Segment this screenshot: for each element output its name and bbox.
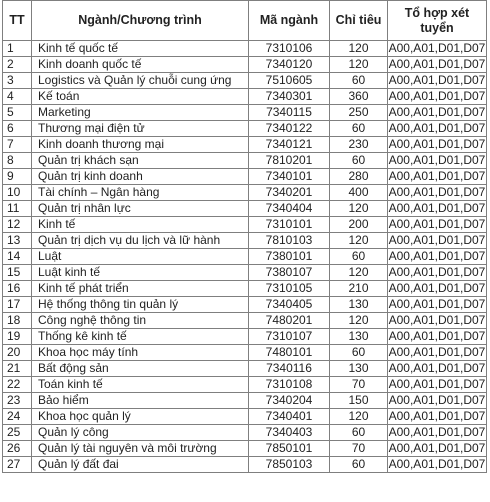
subject-combination: A00,A01,D01,D07 [388, 41, 486, 55]
table-row [3, 457, 487, 473]
table-row [3, 121, 487, 137]
row-number: 27 [3, 457, 32, 473]
program-name: Luật kinh tế [32, 265, 249, 281]
program-name: Marketing [32, 105, 249, 121]
subject-combination: A00,A01,D01,D07 [388, 297, 486, 311]
program-code: 7340120 [249, 57, 330, 73]
row-number: 11 [3, 201, 32, 217]
program-code: 7340404 [249, 201, 330, 217]
program-name: Kinh doanh thương mại [32, 137, 249, 153]
table-row [3, 89, 487, 105]
program-code: 7310101 [249, 217, 330, 233]
program-code: 7340401 [249, 409, 330, 425]
program-name: Bất động sản [32, 361, 249, 377]
program-name: Luật [32, 249, 249, 265]
table-row [3, 441, 487, 457]
table-row [3, 361, 487, 377]
quota-value: 70 [330, 377, 388, 393]
row-number: 7 [3, 137, 32, 153]
header-program: Ngành/Chương trình [32, 1, 249, 41]
subject-combination: A00,A01,D01,D07 [388, 169, 486, 183]
table-row [3, 329, 487, 345]
quota-value: 280 [330, 169, 388, 185]
subject-combination: A00,A01,D01,D07 [388, 89, 486, 103]
program-code: 7310107 [249, 329, 330, 345]
header-code: Mã ngành [249, 1, 330, 41]
quota-value: 200 [330, 217, 388, 233]
program-code: 7480201 [249, 313, 330, 329]
program-name: Toán kinh tế [32, 377, 249, 393]
program-name: Quản lý đất đai [32, 457, 249, 473]
row-number: 22 [3, 377, 32, 393]
table-row [3, 393, 487, 409]
header-quota: Chỉ tiêu [330, 1, 388, 41]
program-name: Quản trị kinh doanh [32, 169, 249, 185]
quota-value: 130 [330, 329, 388, 345]
subject-combination: A00,A01,D01,D07 [388, 217, 486, 231]
program-code: 7310106 [249, 41, 330, 57]
program-name: Quản lý tài nguyên và môi trường [32, 441, 249, 457]
table-row [3, 313, 487, 329]
program-name: Thống kê kinh tế [32, 329, 249, 345]
subject-combination: A00,A01,D01,D07 [388, 441, 486, 455]
quota-value: 120 [330, 265, 388, 281]
table-row [3, 377, 487, 393]
subject-combination: A00,A01,D01,D07 [388, 361, 486, 375]
subject-combination: A00,A01,D01,D07 [388, 57, 486, 71]
program-code: 7310108 [249, 377, 330, 393]
program-code: 7340204 [249, 393, 330, 409]
program-name: Khoa học quản lý [32, 409, 249, 425]
subject-combination: A00,A01,D01,D07 [388, 409, 486, 423]
row-number: 23 [3, 393, 32, 409]
row-number: 9 [3, 169, 32, 185]
program-code: 7340201 [249, 185, 330, 201]
subject-combination: A00,A01,D01,D07 [388, 265, 486, 279]
row-number: 18 [3, 313, 32, 329]
quota-value: 120 [330, 409, 388, 425]
program-code: 7340121 [249, 137, 330, 153]
program-name: Quản trị nhân lực [32, 201, 249, 217]
table-row [3, 105, 487, 121]
subject-combination: A00,A01,D01,D07 [388, 201, 486, 215]
program-code: 7810201 [249, 153, 330, 169]
table-body [3, 41, 487, 473]
subject-combination: A00,A01,D01,D07 [388, 281, 486, 295]
quota-value: 120 [330, 57, 388, 73]
table-row [3, 217, 487, 233]
table-row [3, 137, 487, 153]
table-row [3, 233, 487, 249]
quota-value: 120 [330, 201, 388, 217]
quota-value: 60 [330, 457, 388, 473]
table-row [3, 57, 487, 73]
row-number: 1 [3, 41, 32, 57]
program-name: Kinh tế phát triển [32, 281, 249, 297]
table-row [3, 249, 487, 265]
subject-combination: A00,A01,D01,D07 [388, 377, 486, 391]
quota-value: 120 [330, 41, 388, 57]
subject-combination: A00,A01,D01,D07 [388, 137, 486, 151]
header-row [3, 1, 487, 41]
quota-value: 150 [330, 393, 388, 409]
quota-value: 130 [330, 361, 388, 377]
row-number: 3 [3, 73, 32, 89]
program-code: 7340115 [249, 105, 330, 121]
row-number: 6 [3, 121, 32, 137]
program-code: 7380101 [249, 249, 330, 265]
subject-combination: A00,A01,D01,D07 [388, 329, 486, 343]
subject-combination: A00,A01,D01,D07 [388, 425, 486, 439]
program-code: 7340116 [249, 361, 330, 377]
program-name: Hệ thống thông tin quản lý [32, 297, 249, 313]
admissions-table [2, 0, 487, 473]
subject-combination: A00,A01,D01,D07 [388, 121, 486, 135]
program-code: 7810103 [249, 233, 330, 249]
row-number: 5 [3, 105, 32, 121]
program-code: 7340301 [249, 89, 330, 105]
program-name: Khoa học máy tính [32, 345, 249, 361]
row-number: 14 [3, 249, 32, 265]
program-name: Quản lý công [32, 425, 249, 441]
quota-value: 210 [330, 281, 388, 297]
table-row [3, 201, 487, 217]
program-name: Logistics và Quản lý chuỗi cung ứng [32, 73, 249, 89]
program-code: 7480101 [249, 345, 330, 361]
program-code: 7340101 [249, 169, 330, 185]
quota-value: 70 [330, 441, 388, 457]
quota-value: 60 [330, 153, 388, 169]
row-number: 13 [3, 233, 32, 249]
quota-value: 400 [330, 185, 388, 201]
quota-value: 130 [330, 297, 388, 313]
subject-combination: A00,A01,D01,D07 [388, 249, 486, 263]
row-number: 2 [3, 57, 32, 73]
subject-combination: A00,A01,D01,D07 [388, 393, 486, 407]
row-number: 12 [3, 217, 32, 233]
subject-combination: A00,A01,D01,D07 [388, 313, 486, 327]
table-row [3, 345, 487, 361]
row-number: 25 [3, 425, 32, 441]
subject-combination: A00,A01,D01,D07 [388, 345, 486, 359]
program-code: 7510605 [249, 73, 330, 89]
table-row [3, 153, 487, 169]
program-code: 7340405 [249, 297, 330, 313]
row-number: 10 [3, 185, 32, 201]
quota-value: 250 [330, 105, 388, 121]
subject-combination: A00,A01,D01,D07 [388, 153, 486, 167]
program-name: Quản trị dịch vụ du lịch và lữ hành [32, 233, 249, 249]
quota-value: 60 [330, 425, 388, 441]
subject-combination: A00,A01,D01,D07 [388, 105, 486, 119]
program-name: Thương mại điện tử [32, 121, 249, 137]
table-row [3, 425, 487, 441]
table-header [3, 1, 487, 41]
row-number: 15 [3, 265, 32, 281]
table-row [3, 409, 487, 425]
program-code: 7850103 [249, 457, 330, 473]
table-row [3, 265, 487, 281]
subject-combination: A00,A01,D01,D07 [388, 73, 486, 87]
quota-value: 120 [330, 313, 388, 329]
program-name: Quản trị khách sạn [32, 153, 249, 169]
program-code: 7340403 [249, 425, 330, 441]
program-name: Kinh doanh quốc tế [32, 57, 249, 73]
row-number: 26 [3, 441, 32, 457]
row-number: 17 [3, 297, 32, 313]
table-row [3, 281, 487, 297]
program-name: Kinh tế quốc tế [32, 41, 249, 57]
program-name: Kinh tế [32, 217, 249, 233]
program-code: 7850101 [249, 441, 330, 457]
row-number: 24 [3, 409, 32, 425]
table-row [3, 169, 487, 185]
program-code: 7340122 [249, 121, 330, 137]
subject-combination: A00,A01,D01,D07 [388, 185, 486, 199]
row-number: 4 [3, 89, 32, 105]
subject-combination: A00,A01,D01,D07 [388, 457, 486, 471]
row-number: 16 [3, 281, 32, 297]
row-number: 20 [3, 345, 32, 361]
program-name: Tài chính – Ngân hàng [32, 185, 249, 201]
table-row [3, 185, 487, 201]
row-number: 21 [3, 361, 32, 377]
row-number: 19 [3, 329, 32, 345]
quota-value: 60 [330, 249, 388, 265]
table-row [3, 73, 487, 89]
quota-value: 60 [330, 345, 388, 361]
program-name: Kế toán [32, 89, 249, 105]
program-name: Bảo hiểm [32, 393, 249, 409]
table-row [3, 297, 487, 313]
program-name: Công nghệ thông tin [32, 313, 249, 329]
program-code: 7310105 [249, 281, 330, 297]
quota-value: 230 [330, 137, 388, 153]
header-tt: TT [3, 1, 32, 41]
row-number: 8 [3, 153, 32, 169]
quota-value: 60 [330, 73, 388, 89]
quota-value: 120 [330, 233, 388, 249]
table-row [3, 41, 487, 57]
quota-value: 360 [330, 89, 388, 105]
header-combo: Tổ hợp xét tuyển [388, 1, 487, 41]
subject-combination: A00,A01,D01,D07 [388, 233, 486, 247]
program-code: 7380107 [249, 265, 330, 281]
quota-value: 60 [330, 121, 388, 137]
